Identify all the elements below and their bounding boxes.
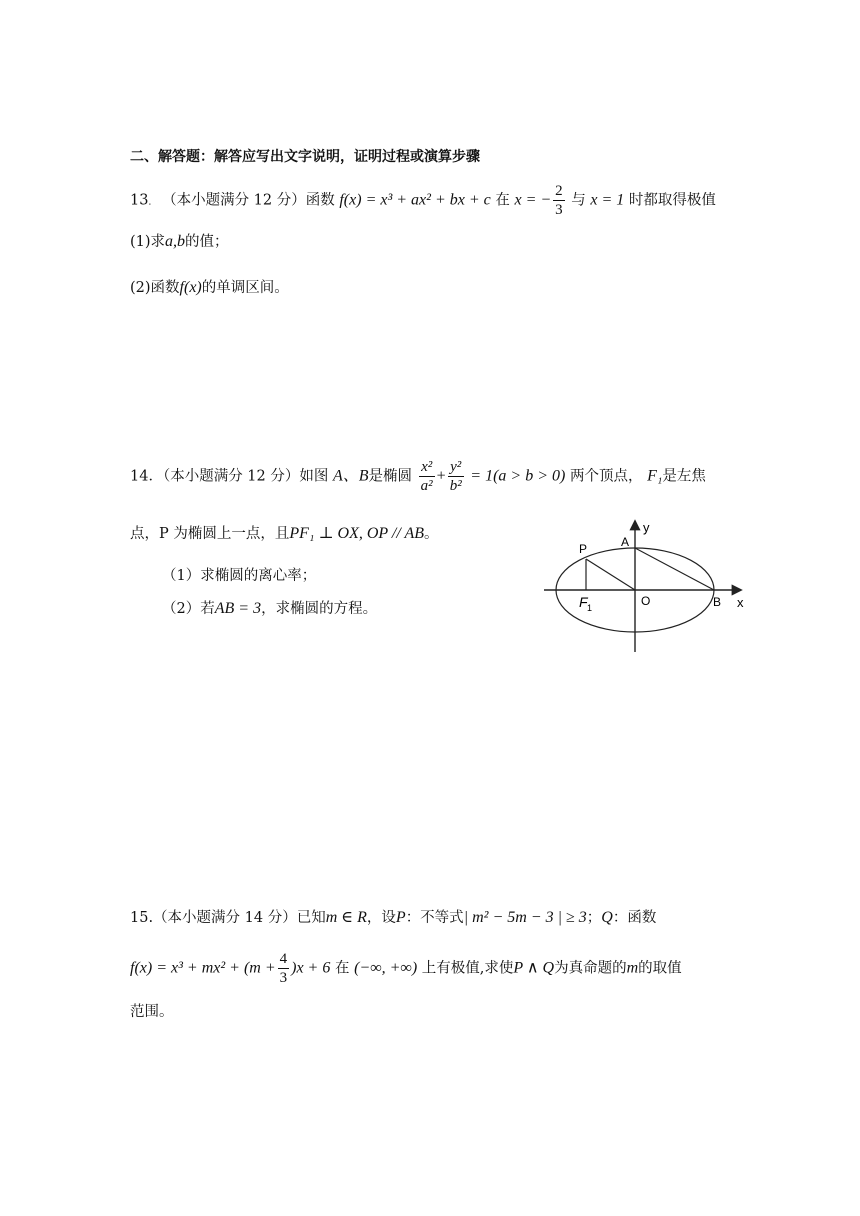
q13-part1-vars: a,b <box>165 233 186 250</box>
q14-x-num: x² <box>419 458 435 477</box>
q13-x1: x = − <box>514 191 552 209</box>
q15-p-and-q: P ∧ Q <box>513 959 555 977</box>
q14-is-ellipse: 是椭圆 <box>368 468 413 485</box>
q15-function-label: ：函数 <box>612 910 657 926</box>
q15-inequality: | m² − 5m − 3 | ≥ 3 <box>463 909 587 926</box>
q14-y-fraction <box>448 458 464 495</box>
q15-range: 的取值 <box>638 960 682 977</box>
q13-x1-numerator: 2 <box>555 183 563 199</box>
q15-line1 <box>130 906 656 927</box>
label-p: P <box>579 542 588 556</box>
q15-true-prop: 为真命题的 <box>554 960 627 977</box>
q14-part2-prefix: （2）若 <box>162 601 215 617</box>
q15-semicolon: ； <box>586 910 602 926</box>
q13-x1-denominator: 3 <box>555 202 563 218</box>
q13-marker: ． <box>148 197 158 208</box>
q14-x-den: a² <box>420 478 433 494</box>
q13-function: f(x) = x³ + ax² + bx + c <box>339 191 491 209</box>
q14-ab: A、B <box>332 467 369 485</box>
q15-line2 <box>130 950 682 987</box>
q15-q: Q <box>601 909 613 926</box>
q15-p: P <box>395 909 406 926</box>
label-f: F <box>579 594 588 610</box>
label-f-sub: 1 <box>587 603 593 613</box>
q13-part2-suffix: 的单调区间。 <box>201 280 289 296</box>
q15-line3: 范围。 <box>130 1004 174 1020</box>
q13-part2-prefix: (2)函数 <box>130 280 180 296</box>
q13-part1-prefix: (1)求 <box>130 234 166 250</box>
q13-x2: x = 1 <box>590 191 625 209</box>
q14-y-num: y² <box>448 458 464 477</box>
q15-inequality-label: ：不等式 <box>405 910 464 926</box>
q15-fraction <box>278 950 290 987</box>
q14-y-den: b² <box>449 478 462 494</box>
q14-line2-prefix: 点，P 为椭圆上一点，且 <box>130 526 290 542</box>
label-a: A <box>621 535 630 549</box>
q15-set-p: ，设 <box>366 910 396 926</box>
label-o: O <box>641 594 651 608</box>
q14-part2 <box>162 597 377 618</box>
ellipse-figure <box>530 512 760 657</box>
q15-interval: (−∞, +∞) <box>354 959 418 977</box>
q15-function-prefix: f(x) = x³ + mx² + (m + <box>130 959 276 977</box>
q15-intro: 15.（本小题满分 14 分）已知 <box>130 910 326 926</box>
q14-line2-condition: PF₁ ⊥ OX, OP // AB <box>289 525 425 542</box>
q15-function-suffix: )x + 6 <box>291 959 331 977</box>
q14-f1: F₁ <box>647 467 663 485</box>
q14-two-vertices: 两个顶点， <box>569 468 643 485</box>
q14-intro: 14．（本小题满分 12 分）如图 <box>130 468 329 485</box>
q15-m-in-r: m ∈ R <box>325 909 367 926</box>
q15-has-extreme: 上有极值,求使 <box>421 960 514 977</box>
q14-left-focus: 是左焦 <box>662 468 706 485</box>
label-y: y <box>643 520 650 535</box>
q15-m: m <box>626 959 639 977</box>
label-x: x <box>737 595 744 610</box>
q14-line2-suffix: 。 <box>424 526 439 542</box>
q13-number: 13 <box>130 192 149 209</box>
q13-part1 <box>130 230 229 251</box>
q14-part2-condition: AB = 3 <box>214 600 262 617</box>
q13-part1-suffix: 的值； <box>185 234 229 250</box>
q13-x1-fraction <box>553 182 565 219</box>
q13-at: 在 <box>495 192 510 209</box>
q13-points: （本小题满分 12 分）函数 <box>162 192 335 209</box>
segment-op <box>586 559 635 590</box>
q13-part2 <box>130 276 289 297</box>
q14-x-fraction <box>419 458 435 495</box>
segment-ab <box>635 548 714 590</box>
q15-fraction-num: 4 <box>279 951 288 967</box>
q13-end: 时都取得极值 <box>628 192 716 209</box>
q13-and: 与 <box>571 192 586 209</box>
label-b: B <box>713 595 722 609</box>
q14-part1: （1）求椭圆的离心率； <box>162 568 317 584</box>
q14-part2-suffix: ，求椭圆的方程。 <box>261 601 378 617</box>
q13-part2-func: f(x) <box>179 279 202 296</box>
q15-on: 在 <box>334 960 350 977</box>
section-heading: 二、解答题：解答应写出文字说明，证明过程或演算步骤 <box>130 149 480 165</box>
q13-line1 <box>130 182 716 219</box>
q14-ellipse-rhs: = 1(a > b > 0) <box>470 467 566 485</box>
q14-line1: 14．（本小题满分 12 分）如图 A、B是椭圆 $\frac{\text{x²}}{\text{a²}}$ + $\frac{\text{y²}}{\text{b²}}$ = 1(a > b > 0) 两个顶点， F₁是左焦 <box>130 459 706 494</box>
q14-line2 <box>130 522 439 543</box>
q15-fraction-den: 3 <box>279 970 288 986</box>
